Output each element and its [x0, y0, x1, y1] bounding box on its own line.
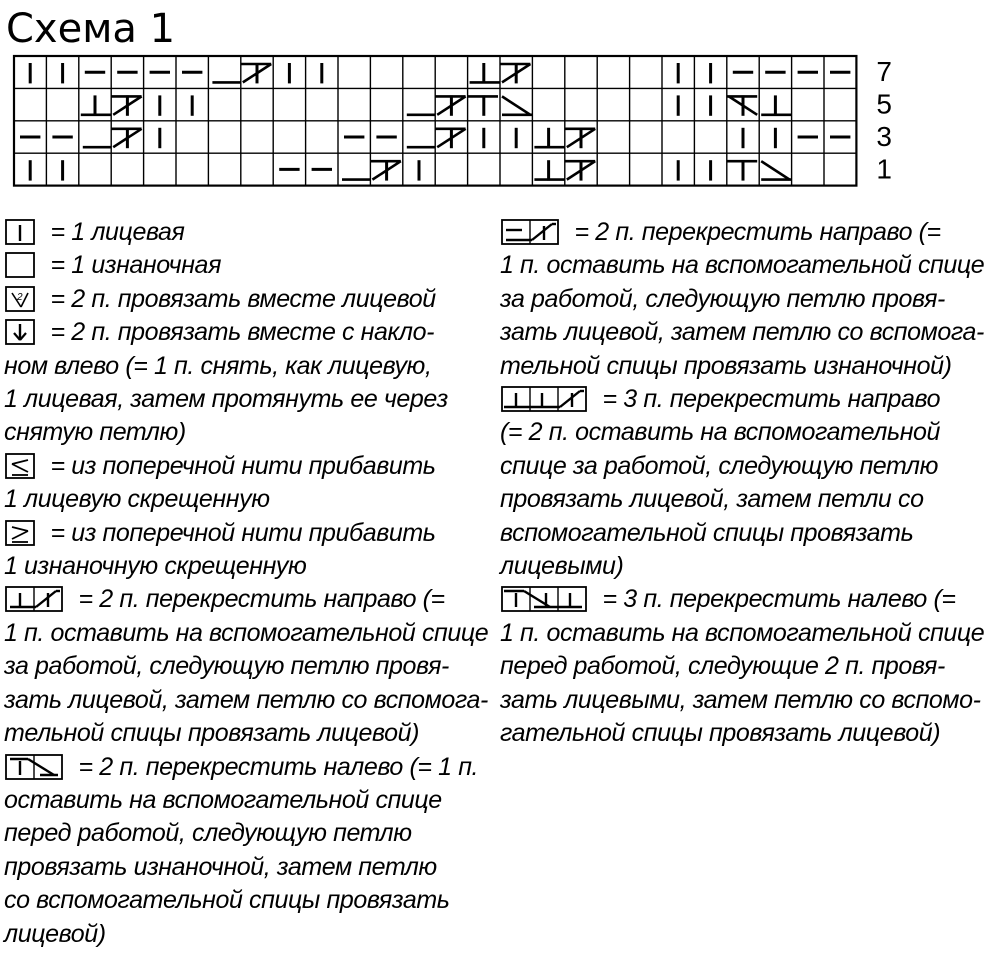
legend-symbol-k2tog-icon — [4, 285, 36, 313]
row-number: 7 — [876, 56, 892, 88]
stitch-lb1 — [727, 95, 757, 115]
stitch-la2 — [502, 96, 532, 114]
legend-text-continued: спице за работой, следующую петлю — [500, 451, 938, 480]
legend-text-continued: провязать лицевой, затем петли со — [500, 485, 924, 514]
legend-text: = 2 п. перекрестить направо (= — [568, 218, 941, 246]
legend-item-cable-right-pk — [500, 216, 998, 383]
row-number: 1 — [876, 153, 892, 185]
legend-text: = 3 п. перекрестить направо — [596, 385, 941, 414]
legend-text-continued: снятую петлю) — [4, 418, 186, 447]
legend-symbol-cable-right-kk — [4, 585, 64, 613]
legend-item-inc-knit — [4, 450, 496, 517]
legend-text-continued: перед работой, следующую петлю — [4, 819, 412, 848]
legend-text-continued: вспомогательной спицы провязать — [500, 518, 914, 547]
legend-text: = 3 п. перекрестить налево (= — [596, 585, 956, 614]
legend-text: = из поперечной нити прибавить — [44, 451, 436, 480]
stitch-lc2 — [500, 63, 530, 83]
legend-text-continued: зать лицевыми, затем петлю со вспомо- — [500, 685, 981, 714]
legend-text-continued: (= 2 п. оставить на вспомогательной — [500, 418, 941, 447]
legend-text-continued: оставить на вспомогательной спице — [4, 785, 442, 814]
legend-text: = 1 лицевая — [44, 218, 185, 246]
legend-text-continued: тельной спицы провязать изнаночной) — [500, 351, 952, 380]
legend-text-continued: лицевой) — [4, 919, 106, 948]
legend-symbol-cable-right-3-icon — [500, 385, 588, 413]
legend-symbol-k2tog — [4, 285, 36, 313]
row-number-labels — [876, 56, 892, 184]
legend-symbol-cable-left-kp — [4, 753, 64, 781]
legend-item-cable-right-3 — [500, 383, 998, 583]
legend-text-continued: со вспомогательной спицы провязать — [4, 886, 450, 915]
knitting-chart — [0, 0, 1000, 200]
legend-symbol-inc-knit — [4, 452, 36, 480]
legend-text-continued: 1 п. оставить на вспомогательной спице — [4, 618, 489, 647]
stitch-lc1 — [534, 128, 564, 148]
legend-text-continued: перед работой, следующие 2 п. провя- — [500, 652, 945, 681]
legend-item-ssk — [4, 316, 496, 450]
legend-text: = 2 п. провязать вместе лицевой — [44, 284, 436, 313]
stitch-lb2 — [761, 95, 791, 115]
legend-text-continued: 1 изнаночную скрещенную — [4, 552, 307, 581]
legend-symbol-inc-purl-icon — [4, 519, 36, 547]
chart-title: Схема 1 — [6, 6, 176, 52]
stitch-lc2 — [565, 128, 595, 148]
legend-symbol-cable-right-kk-icon — [4, 585, 64, 613]
legend-item-inc-purl — [4, 517, 496, 584]
stitch-la1 — [468, 95, 498, 115]
legend-symbol-cable-right-pk-icon — [500, 218, 560, 246]
stitch-rc2a — [435, 95, 465, 115]
legend-symbol-cable-left-kp-icon — [4, 753, 64, 781]
legend-text: = 1 изнаночная — [44, 251, 222, 280]
legend-text-continued: за работой, следующую петлю провя- — [4, 652, 449, 681]
legend-symbol-purl — [4, 251, 36, 279]
svg-text:2: 2 — [17, 291, 23, 303]
stitch-lc2 — [111, 95, 141, 115]
legend-item-cable-right-kk — [4, 583, 496, 750]
legend-item-cable-left-kp — [4, 751, 496, 951]
chart-grid-lines — [14, 56, 856, 186]
legend-right-column — [500, 216, 998, 751]
legend-symbol-cable-left-3-icon — [500, 585, 588, 613]
legend-text: = из поперечной нити прибавить — [44, 518, 436, 547]
legend-text-continued: провязать изнаночной, затем петлю — [4, 852, 437, 881]
legend-item-knit — [4, 216, 496, 249]
legend-symbol-purl-icon — [4, 251, 36, 279]
legend-symbol-inc-purl — [4, 519, 36, 547]
legend-text-continued: тельной спицы провязать лицевой) — [4, 719, 420, 748]
stitch-la2 — [761, 161, 791, 179]
stitch-rc2a — [370, 160, 400, 180]
legend-symbol-cable-left-3 — [500, 585, 588, 613]
stitch-la1 — [727, 160, 757, 180]
legend-item-k2tog — [4, 283, 496, 316]
legend-symbol-ssk — [4, 318, 36, 346]
legend-symbol-knit-icon — [4, 218, 36, 246]
row-number: 3 — [876, 121, 892, 152]
legend-text: = 2 п. провязать вместе с накло- — [44, 318, 435, 347]
stitch-rc2a — [435, 128, 465, 148]
stitch-lc1 — [470, 63, 500, 83]
legend-text-continued: ном влево (= 1 п. снять, как лицевую, — [4, 351, 432, 380]
legend-symbol-inc-knit-icon — [4, 452, 36, 480]
legend-text: = 2 п. перекрестить налево (= 1 п. — [72, 752, 479, 781]
legend-text-continued: лицевыми) — [500, 552, 624, 581]
legend-left-column — [4, 216, 496, 951]
stitch-lc2 — [565, 160, 595, 180]
stitch-rc2a — [241, 63, 271, 83]
legend-text: = 2 п. перекрестить направо (= — [72, 585, 445, 614]
legend-symbol-cable-right-pk — [500, 218, 560, 246]
legend-text-continued: за работой, следующую петлю провя- — [500, 284, 945, 313]
stitch-lc1 — [81, 95, 111, 115]
legend-symbol-knit — [4, 218, 36, 246]
legend-symbol-ssk-icon — [4, 318, 36, 346]
legend-item-cable-left-3 — [500, 583, 998, 750]
legend-text-continued: зать лицевой, затем петлю со вспомога- — [4, 685, 488, 714]
legend-text-continued: зать лицевой, затем петлю со вспомога- — [500, 318, 984, 347]
legend-symbol-cable-right-3 — [500, 385, 588, 413]
row-number: 5 — [876, 88, 892, 120]
legend-text-continued: 1 лицевую скрещенную — [4, 485, 270, 514]
legend-text-continued: гательной спицы провязать лицевой) — [500, 719, 941, 748]
legend-text-continued: 1 п. оставить на вспомогательной спице — [500, 251, 985, 280]
legend-text-continued: 1 п. оставить на вспомогательной спице — [500, 618, 985, 647]
legend-item-purl — [4, 249, 496, 282]
legend-text-continued: 1 лицевая, затем протянуть ее через — [4, 385, 448, 414]
stitch-lc1 — [534, 160, 564, 180]
stitch-rc2a — [111, 128, 141, 148]
